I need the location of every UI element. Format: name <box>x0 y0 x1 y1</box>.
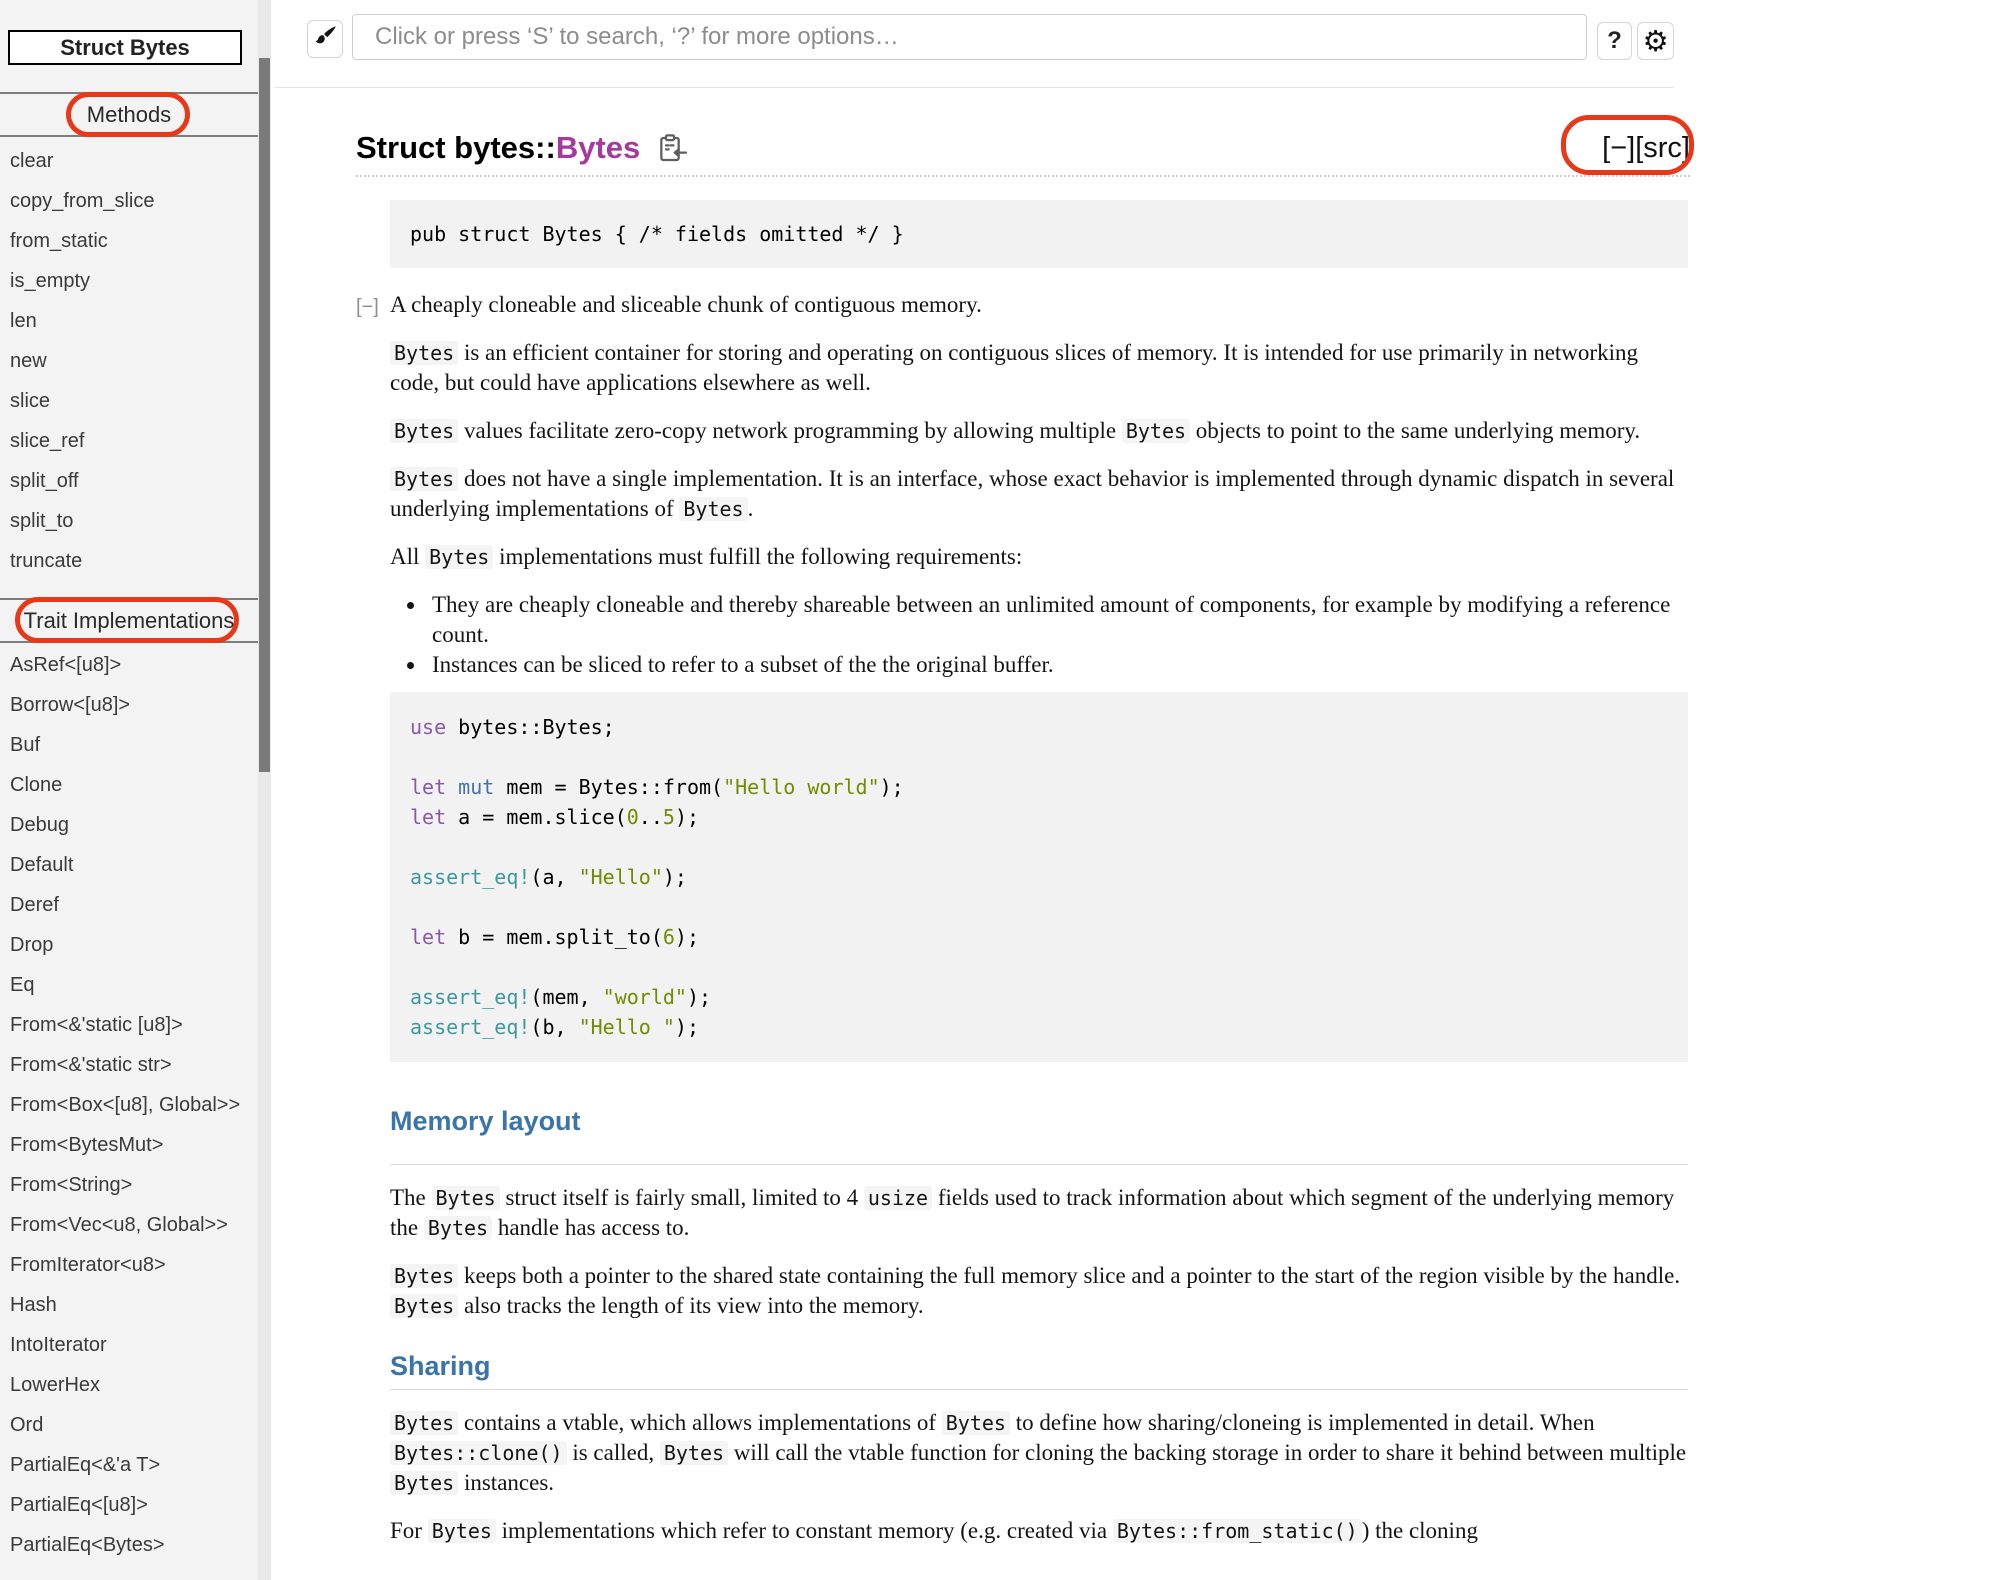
doc-paragraph: Bytes does not have a single implementation. It is an interface, whose exact behavior is implemented through dynamic dispatch in several underlying implementations of Bytes . <box>390 466 1675 521</box>
struct-declaration: pub struct Bytes { /* fields omitted */ } <box>390 200 1688 268</box>
sidebar-link[interactable]: Borrow<[u8]> <box>10 693 131 716</box>
sidebar-link[interactable]: Drop <box>10 933 54 956</box>
sidebar-link[interactable]: Default <box>10 853 74 876</box>
inline-code: Bytes <box>428 1519 496 1543</box>
sidebar-link[interactable]: from_static <box>10 229 108 252</box>
doc-paragraph: Bytes contains a vtable, which allows implementations of Bytes to define how sharing/cloneing is implemented in detail. When Bytes::clone() is called, Bytes will call the vtable function for cloning the backing storage in order to share it behind between multiple Bytes instances. <box>390 1408 1688 1498</box>
example-code-block <box>390 692 1688 1062</box>
sidebar-list-item <box>0 1165 258 1205</box>
inline-code: Bytes <box>390 1411 458 1435</box>
sidebar-link[interactable]: split_off <box>10 469 79 492</box>
sidebar-list-item <box>0 805 258 845</box>
inline-code: Bytes <box>390 1471 458 1495</box>
sidebar-link[interactable]: LowerHex <box>10 1373 101 1396</box>
inline-code: Bytes::clone() <box>390 1441 567 1465</box>
sidebar-link[interactable]: IntoIterator <box>10 1333 107 1356</box>
sidebar-list-item <box>0 301 258 341</box>
doc-paragraph: Bytes keeps both a pointer to the shared state containing the full memory slice and a pointer to the start of the region visible by the handle. Bytes also tracks the length of its view into the memory. <box>390 1261 1688 1321</box>
code-line: let mut mem = Bytes::from("Hello world"); <box>410 775 904 799</box>
sidebar-link[interactable]: PartialEq<Bytes> <box>10 1533 165 1556</box>
page-title-struct-name: Bytes <box>555 130 641 165</box>
sidebar-link[interactable]: split_to <box>10 509 74 532</box>
sidebar-link[interactable]: From<&'static [u8]> <box>10 1013 183 1036</box>
sidebar-list-item <box>0 261 258 301</box>
sidebar-list-item <box>0 341 258 381</box>
sidebar-list-item <box>0 725 258 765</box>
inline-code: Bytes <box>660 1441 728 1465</box>
page-heading-row <box>356 121 1690 177</box>
sidebar-link[interactable]: From<&'static str> <box>10 1053 172 1076</box>
sidebar-list-item <box>0 845 258 885</box>
sidebar-link[interactable]: clear <box>10 149 54 172</box>
sidebar-list-item <box>0 765 258 805</box>
page-title <box>356 130 688 166</box>
doc-intro-row <box>356 290 1688 320</box>
search-input[interactable] <box>352 14 1587 60</box>
sidebar-list-item <box>0 1125 258 1165</box>
sidebar-link[interactable]: Hash <box>10 1293 57 1316</box>
inline-code: Bytes <box>679 497 747 521</box>
sidebar-location-title <box>8 30 242 65</box>
inline-code: Bytes <box>942 1411 1010 1435</box>
sidebar-header-trait-implementations-label: Trait Implementations <box>23 607 235 633</box>
requirement-item: • They are cheaply cloneable and thereby shareable between an unlimited amount of components, for example by modifying a reference count. <box>427 590 1688 650</box>
sidebar-list-item <box>0 461 258 501</box>
inline-code: Bytes <box>390 1294 458 1318</box>
inline-code: Bytes <box>1122 419 1190 443</box>
sidebar-link[interactable]: Eq <box>10 973 35 996</box>
sidebar-link[interactable]: Ord <box>10 1413 44 1436</box>
sidebar-link[interactable]: Debug <box>10 813 69 836</box>
sidebar-link[interactable]: FromIterator<u8> <box>10 1253 166 1276</box>
help-button[interactable] <box>1597 22 1632 60</box>
sidebar-list-item <box>0 925 258 965</box>
code-line <box>410 832 1668 862</box>
sidebar-header-methods[interactable] <box>0 92 258 137</box>
doc-paragraph: Bytes values facilitate zero-copy network programming by allowing multiple Bytes objects to point to the same underlying memory. <box>390 416 1688 446</box>
sidebar-list-item <box>0 1045 258 1085</box>
code-line: assert_eq!(mem, "world"); <box>410 985 712 1009</box>
sidebar-list-item <box>0 181 258 221</box>
page-title-prefix: Struct bytes:: <box>356 130 556 165</box>
clipboard-arrow-icon <box>656 132 688 164</box>
doc-paragraph: The Bytes struct itself is fairly small, limited to 4 usize fields used to track information about which segment of the underlying memory the Bytes handle has access to. <box>390 1185 1675 1240</box>
code-line: let a = mem.slice(0..5); <box>410 805 700 829</box>
sidebar-scrollbar-thumb[interactable] <box>259 58 270 772</box>
sidebar-link[interactable]: truncate <box>10 549 83 572</box>
main-content <box>271 0 2000 1580</box>
code-line: assert_eq!(b, "Hello "); <box>410 1015 700 1039</box>
sidebar-list-item <box>0 501 258 541</box>
doc-paragraph: All Bytes implementations must fulfill the following requirements: <box>390 544 1023 569</box>
sidebar-list-item <box>0 221 258 261</box>
section-heading-memory-layout: Memory layout <box>390 1104 1688 1165</box>
doc-intro-text: A cheaply cloneable and sliceable chunk of contiguous memory. <box>390 292 982 317</box>
sidebar-list-item <box>0 141 258 181</box>
code-line: let b = mem.split_to(6); <box>410 925 700 949</box>
sidebar-header-trait-implementations[interactable] <box>0 598 258 643</box>
sidebar-scrollbar[interactable] <box>258 0 271 1580</box>
sidebar-link[interactable]: is_empty <box>10 269 91 292</box>
doc-paragraph: For Bytes implementations which refer to constant memory (e.g. created via Bytes::from_static() ) the cloning <box>390 1518 1478 1543</box>
sidebar-list-item <box>0 421 258 461</box>
docblock <box>356 177 1688 1546</box>
inline-code: Bytes <box>425 545 493 569</box>
sidebar-list-item <box>0 1365 258 1405</box>
sidebar-list-item <box>0 1325 258 1365</box>
inline-code: Bytes::from_static() <box>1113 1519 1362 1543</box>
code-line <box>410 892 1668 922</box>
sidebar-link[interactable]: slice_ref <box>10 429 85 452</box>
code-line: use bytes::Bytes; <box>410 715 615 739</box>
topbar-divider <box>275 87 1674 88</box>
sidebar-link[interactable]: From<BytesMut> <box>10 1133 164 1156</box>
inline-code: Bytes <box>390 1264 458 1288</box>
sidebar-list-item <box>0 965 258 1005</box>
inline-code: Bytes <box>390 419 458 443</box>
sidebar-link[interactable]: PartialEq<&'a T> <box>10 1453 161 1476</box>
sidebar-list-item <box>0 1245 258 1285</box>
sidebar-list-item <box>0 381 258 421</box>
help-button-label: ? <box>1607 27 1622 54</box>
sidebar-link[interactable]: PartialEq<[u8]> <box>10 1493 148 1516</box>
sidebar-list-item <box>0 1005 258 1045</box>
inline-code: Bytes <box>432 1186 500 1210</box>
sidebar-list-item <box>0 1405 258 1445</box>
sidebar-list-item <box>0 1085 258 1125</box>
sidebar-methods-list <box>0 141 258 581</box>
sidebar-list-item <box>0 1285 258 1325</box>
sidebar-link[interactable]: From<String> <box>10 1173 133 1196</box>
inline-code: Bytes <box>390 341 458 365</box>
paintbrush-icon <box>312 24 338 55</box>
gear-icon: ⚙ <box>1642 23 1669 58</box>
sidebar <box>0 0 258 1580</box>
code-line <box>410 952 1668 982</box>
src-link[interactable]: [−][src] <box>1602 131 1690 164</box>
collapse-toggle[interactable]: [−] <box>356 296 379 318</box>
sidebar-list-item <box>0 541 258 581</box>
doc-paragraph: Bytes is an efficient container for storing and operating on contiguous slices of memory. It is intended for use primarily in networking code, but could have applications elsewhere as well. <box>390 340 1638 395</box>
sidebar-link[interactable]: From<Box<[u8], Global>> <box>10 1093 241 1116</box>
sidebar-link[interactable]: Deref <box>10 893 59 916</box>
sidebar-header-methods-label: Methods <box>86 101 172 127</box>
requirements-list <box>390 590 1688 680</box>
sidebar-list-item <box>0 685 258 725</box>
copy-path-button[interactable] <box>656 132 688 164</box>
sidebar-list-item <box>0 1525 258 1565</box>
sidebar-link[interactable]: copy_from_slice <box>10 189 155 212</box>
sidebar-list-item <box>0 1445 258 1485</box>
sidebar-link[interactable]: new <box>10 349 47 372</box>
inline-code: Bytes <box>424 1216 492 1240</box>
section-heading-sharing: Sharing <box>390 1351 1688 1390</box>
sidebar-link[interactable]: Clone <box>10 773 63 796</box>
sidebar-link[interactable]: slice <box>10 389 51 412</box>
sidebar-list-item <box>0 1205 258 1245</box>
settings-button[interactable] <box>1637 22 1674 60</box>
sidebar-list-item <box>0 1485 258 1525</box>
sidebar-traits-list <box>0 645 258 1565</box>
theme-picker-button[interactable] <box>307 20 343 58</box>
sidebar-list-item <box>0 885 258 925</box>
sidebar-link[interactable]: AsRef<[u8]> <box>10 653 122 676</box>
sidebar-link[interactable]: Buf <box>10 733 41 756</box>
inline-code: usize <box>864 1186 932 1210</box>
inline-code: Bytes <box>390 467 458 491</box>
sidebar-link[interactable]: From<Vec<u8, Global>> <box>10 1213 228 1236</box>
code-line <box>410 742 1668 772</box>
code-line: assert_eq!(a, "Hello"); <box>410 865 687 889</box>
requirement-item: • Instances can be sliced to refer to a subset of the the original buffer. <box>427 650 1688 680</box>
sidebar-location-label: Struct Bytes <box>60 34 190 60</box>
sidebar-list-item <box>0 645 258 685</box>
sidebar-link[interactable]: len <box>10 309 37 332</box>
